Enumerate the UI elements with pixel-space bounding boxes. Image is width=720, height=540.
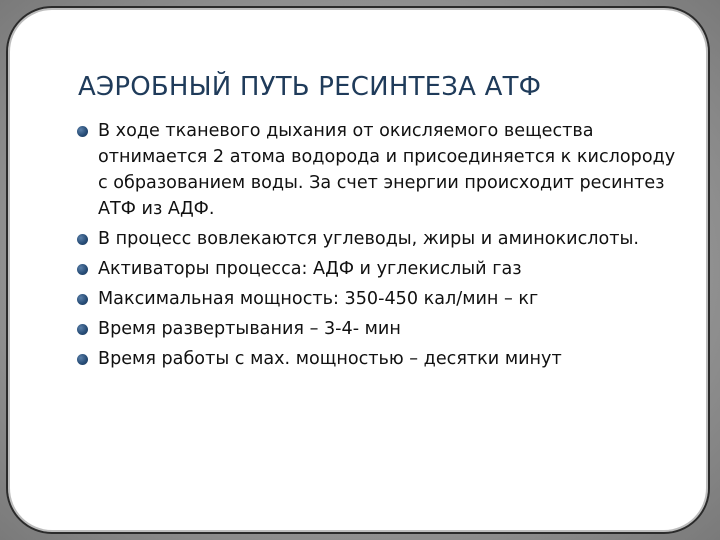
bullet-item [76, 316, 676, 342]
bullet-text: Максимальная мощность: 350-450 кал/мин – кг [98, 289, 539, 309]
circle-bullet-icon [77, 294, 88, 305]
bullet-item [76, 226, 676, 252]
bullet-item [76, 256, 676, 282]
bullet-item [76, 286, 676, 312]
circle-bullet-icon [77, 324, 88, 335]
bullet-item [76, 118, 676, 222]
circle-bullet-icon [77, 234, 88, 245]
bullet-text: В ходе тканевого дыхания от окисляемого вещества отнимается 2 атома водорода и присоединяется к кислороду с образованием воды. За счет энергии происходит ресинтез АТФ из АДФ. [98, 121, 676, 219]
circle-bullet-icon [77, 264, 88, 275]
circle-bullet-icon [77, 126, 88, 137]
bullet-item [76, 346, 676, 372]
bullet-text: В процесс вовлекаются углеводы, жиры и аминокислоты. [98, 229, 640, 249]
bullet-text: Время работы с мах. мощностью – десятки минут [98, 349, 562, 369]
bullet-list [76, 118, 676, 376]
circle-bullet-icon [77, 354, 88, 365]
bullet-text: Активаторы процесса: АДФ и углекислый газ [98, 259, 522, 279]
bullet-text: Время развертывания – 3-4- мин [98, 319, 401, 339]
slide-title: АЭРОБНЫЙ ПУТЬ РЕСИНТЕЗА АТФ [78, 72, 542, 102]
